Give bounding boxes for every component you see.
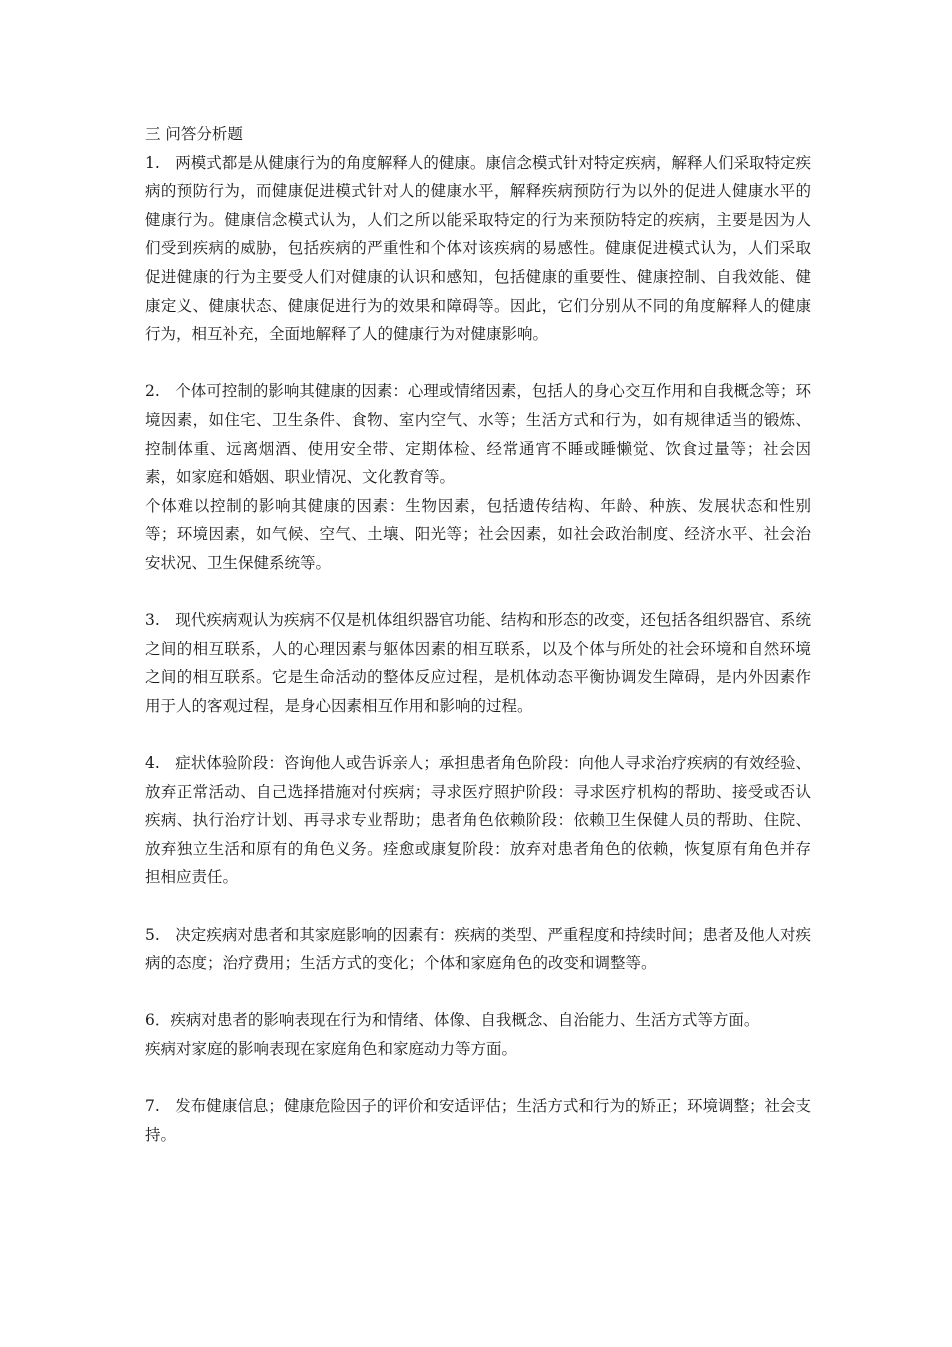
paragraph-gap — [145, 978, 811, 1007]
paragraph-gap — [145, 578, 811, 607]
paragraph-gap — [145, 892, 811, 921]
answer-1: 1. 两模式都是从健康行为的角度解释人的健康。康信念模式针对特定疾病，解释人们采取特定疾病的预防行为，而健康促进模式针对人的健康水平，解释疾病预防行为以外的促进人健康水平的健康行为。健康信念模式认为，人们之所以能采取特定的行为来预防特定的疾病，主要是因为人们受到疾病的威胁，包括疾病的严重性和个体对该疾病的易感性。健康促进模式认为，人们采取促进健康的行为主要受人们对健康的认识和感知，包括健康的重要性、健康控制、自我效能、健康定义、健康状态、健康促进行为的效果和障碍等。因此，它们分别从不同的角度解释人的健康行为，相互补充，全面地解释了人的健康行为对健康影响。 — [145, 153, 811, 344]
answer-4: 4. 症状体验阶段：咨询他人或告诉亲人；承担患者角色阶段：向他人寻求治疗疾病的有效经验、放弃正常活动、自己选择措施对付疾病；寻求医疗照护阶段：寻求医疗机构的帮助、接受或否认疾病、执行治疗计划、再寻求专业帮助；患者角色依赖阶段：依赖卫生保健人员的帮助、住院、放弃独立生活和原有的角色义务。痊愈或康复阶段：放弃对患者角色的依赖，恢复原有角色并存担相应责任。 — [145, 754, 811, 887]
answer-7: 7. 发布健康信息；健康危险因子的评价和安适评估；生活方式和行为的矫正；环境调整；社会支持。 — [145, 1097, 811, 1144]
paragraph-gap — [145, 720, 811, 749]
answer-3: 3. 现代疾病观认为疾病不仅是机体组织器官功能、结构和形态的改变，还包括各组织器官、系统之间的相互联系，人的心理因素与躯体因素的相互联系，以及个体与所处的社会环境和自然环境之间的相互联系。它是生命活动的整体反应过程，是机体动态平衡协调发生障碍，是内外因素作用于人的客观过程，是身心因素相互作用和影响的过程。 — [145, 611, 811, 715]
section-title: 三 问答分析题 — [145, 125, 243, 143]
answer-6-family-impact: 疾病对家庭的影响表现在家庭角色和家庭动力等方面。 — [145, 1040, 518, 1058]
paragraph-gap — [145, 1064, 811, 1093]
paragraph-gap — [145, 349, 811, 378]
document-body — [145, 120, 811, 1149]
answer-2-controllable-factors: 2. 个体可控制的影响其健康的因素：心理或情绪因素，包括人的身心交互作用和自我概念等；环境因素，如住宅、卫生条件、食物、室内空气、水等；生活方式和行为，如有规律适当的锻炼、控制体重、远离烟酒、使用安全带、定期体检、经常通宵不睡或睡懒觉、饮食过量等；社会因素，如家庭和婚姻、职业情况、文化教育等。 — [145, 382, 811, 487]
answer-5: 5. 决定疾病对患者和其家庭影响的因素有：疾病的类型、严重程度和持续时间；患者及他人对疾病的态度；治疗费用；生活方式的变化；个体和家庭角色的改变和调整等。 — [145, 925, 811, 973]
answer-6-patient-impact: 6．疾病对患者的影响表现在行为和情绪、体像、自我概念、自治能力、生活方式等方面。 — [145, 1011, 760, 1030]
answer-2-uncontrollable-factors: 个体难以控制的影响其健康的因素：生物因素，包括遗传结构、年龄、种族、发展状态和性别等；环境因素，如气候、空气、土壤、阳光等；社会因素，如社会政治制度、经济水平、社会治安状况、卫生保健系统等。 — [145, 496, 811, 572]
